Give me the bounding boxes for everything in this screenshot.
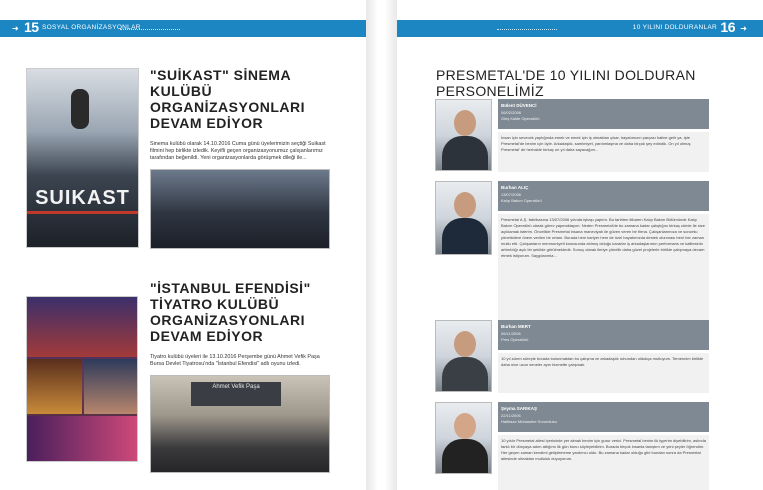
arrow-right-icon: ➜ <box>12 24 19 33</box>
employee-quote: Presmetal A.Ş. fabrikasına 13/07/2006 yılında işbaşı yaptım. Bu tarihten itibaren Kalıp Bakım Bölümünde Kalıp Bakım Operatörü olarak görev yapmaktayım. Neden Presmetal'de bu zamana kadar çalıştığını birkaç cümle ile size açıklamak isterim. Öncelikle Presmetal insana maneviyatı ile güven veren bir firma. Çalışanlarımıza ve sorumlu yöneticilere önem verilen bir ortam. Burada hem kariyer hem de özel hayatımızda destek olunması beni her zaman mutlu etti. Çalışanların memnuniyeti konusunda atılmış olduğu kararlar iş arkadaşlarımın performans ve kalitesinin arttırıldığı açık bir şekilde görülmektedir. Sonuç olarak ileriye yönelik daha güzel projelerle birlikte çalışmaya devam etmek istiyorum. Saygılarımla... <box>498 214 709 332</box>
employee-quote: 10 yıldır Presmetal ailesi içerisinde yer almak benim için gurur verici. Presmetal benim ilk işyerim diyebilirim, aslında farklı bir dünyaya adım attığımı ilk gün bunu söyleyebilirim. Burada birçok insanla tanıştım ve yeni şeyler öğrendim. Her geçen zaman kendimi geliştirmeme yardımcı oldu. Bu zamana kadar olduğu gibi bundan sonra da Presmetal ailesinde olmaktan mutluluk duyuyorum. <box>498 435 709 490</box>
left-page <box>0 0 366 490</box>
stage-photo-middle-left <box>27 359 82 414</box>
article1-body: Sinema kulübü olarak 14.10.2016 Cuma günü üyelerimizin seçtiği Suikast filmini hep birlikte izledik. Keyifli geçen organizasyonumuz çalışanlarımız tarafından beğenildi. Yeni organizasyonlarda görüşmek dileği ile... <box>150 141 326 161</box>
poster-title: SUIKAST <box>35 187 130 209</box>
right-section-title: 10 YILINI DOLDURANLAR <box>632 24 717 31</box>
suikast-movie-poster <box>26 68 139 248</box>
theatre-group-photo <box>150 375 330 473</box>
employee-name: Bülent DÜVENCİ <box>501 103 537 108</box>
employee-photo <box>435 181 492 255</box>
left-header-bar <box>0 20 366 37</box>
employee-date: 06/11/2006 <box>501 331 521 336</box>
employee-role: Giriş Kalite Operatörü <box>501 116 540 121</box>
stage-photo-top <box>27 297 138 357</box>
employee-role: Halihazır Muhasebe Sorumlusu <box>501 419 557 424</box>
group-people <box>157 428 323 468</box>
employee-quote: İnsan için sevecek yaptığında emek ve emek için iş olmaktan çıkar, hayatımızın parçası haline gelir ya, işte Presmetal'de benim için öyle. Arkadaşlık, samimiyet, yardımlaşma ve daha birçok şey edindik. On yıl olmuş Presmetal' de herhalde birkaç on yıl daha sayacağım... <box>498 132 709 172</box>
article2-body: Tiyatro kulübü üyeleri ile 13.10.2016 Perşembe günü Ahmet Vefik Paşa Bursa Devlet Tiyatrosu'nda "İstanbul Efendisi" adlı oyunu izledi. <box>150 354 320 367</box>
theatre-sign: Ahmet Vefik Paşa <box>191 382 281 406</box>
left-page-number: 15 <box>24 19 39 35</box>
right-header-bar <box>397 20 763 37</box>
employee-name: Burhan ALIÇ <box>501 185 529 190</box>
employee-name-bar <box>498 402 709 432</box>
employee-name-bar <box>498 181 709 211</box>
poster-figure <box>71 89 89 129</box>
employee-date: 13/07/2006 <box>501 192 522 197</box>
employee-name-bar <box>498 99 709 129</box>
arrow-left-icon: ➜ <box>740 24 747 33</box>
stage-photo-middle-right <box>84 359 138 414</box>
employee-role: Kalıp Bakım Operatörü <box>501 198 542 203</box>
header-dotted-line <box>497 29 557 30</box>
employee-photo <box>435 99 492 171</box>
right-page-number: 16 <box>720 19 735 35</box>
page-gutter <box>366 0 397 490</box>
employee-name: Şeyma SARIKAŞ <box>501 406 538 411</box>
employee-name: Burhan MERT <box>501 324 531 329</box>
article1-heading: "SUİKAST" SİNEMA KULÜBÜ ORGANİZASYONLARI DEVAM EDİYOR <box>150 67 305 131</box>
employee-photo <box>435 320 492 392</box>
left-section-title: SOSYAL ORGANİZASYONLAR <box>42 24 141 31</box>
employee-date: 22/11/2006 <box>501 413 521 418</box>
employee-date: 06/02/2006 <box>501 110 522 115</box>
cinema-group-photo <box>150 169 330 249</box>
poster-stripe <box>27 211 138 214</box>
employee-name-bar <box>498 320 709 350</box>
right-page-title: PRESMETAL'DE 10 YILINI DOLDURAN PERSONELİMİZ <box>436 67 696 99</box>
stage-photo-bottom <box>27 416 138 462</box>
employee-quote: 10 yıl süren süreçte burada bulunmaktan bu çalışma ve arkadaşlık ruhundan oldukça mutluyum. Temennim birlikte daha nice uzun seneler aynı hizmette çalışmak. <box>498 353 709 393</box>
employee-photo <box>435 402 492 474</box>
istanbul-efendisi-stage-photos <box>26 296 138 462</box>
employee-role: Pres Operatörü <box>501 337 529 342</box>
header-dotted-line <box>120 29 180 30</box>
group-people <box>157 204 323 244</box>
article2-heading: "İSTANBUL EFENDİSİ" TİYATRO KULÜBÜ ORGANİZASYONLARI DEVAM EDİYOR <box>150 280 311 344</box>
